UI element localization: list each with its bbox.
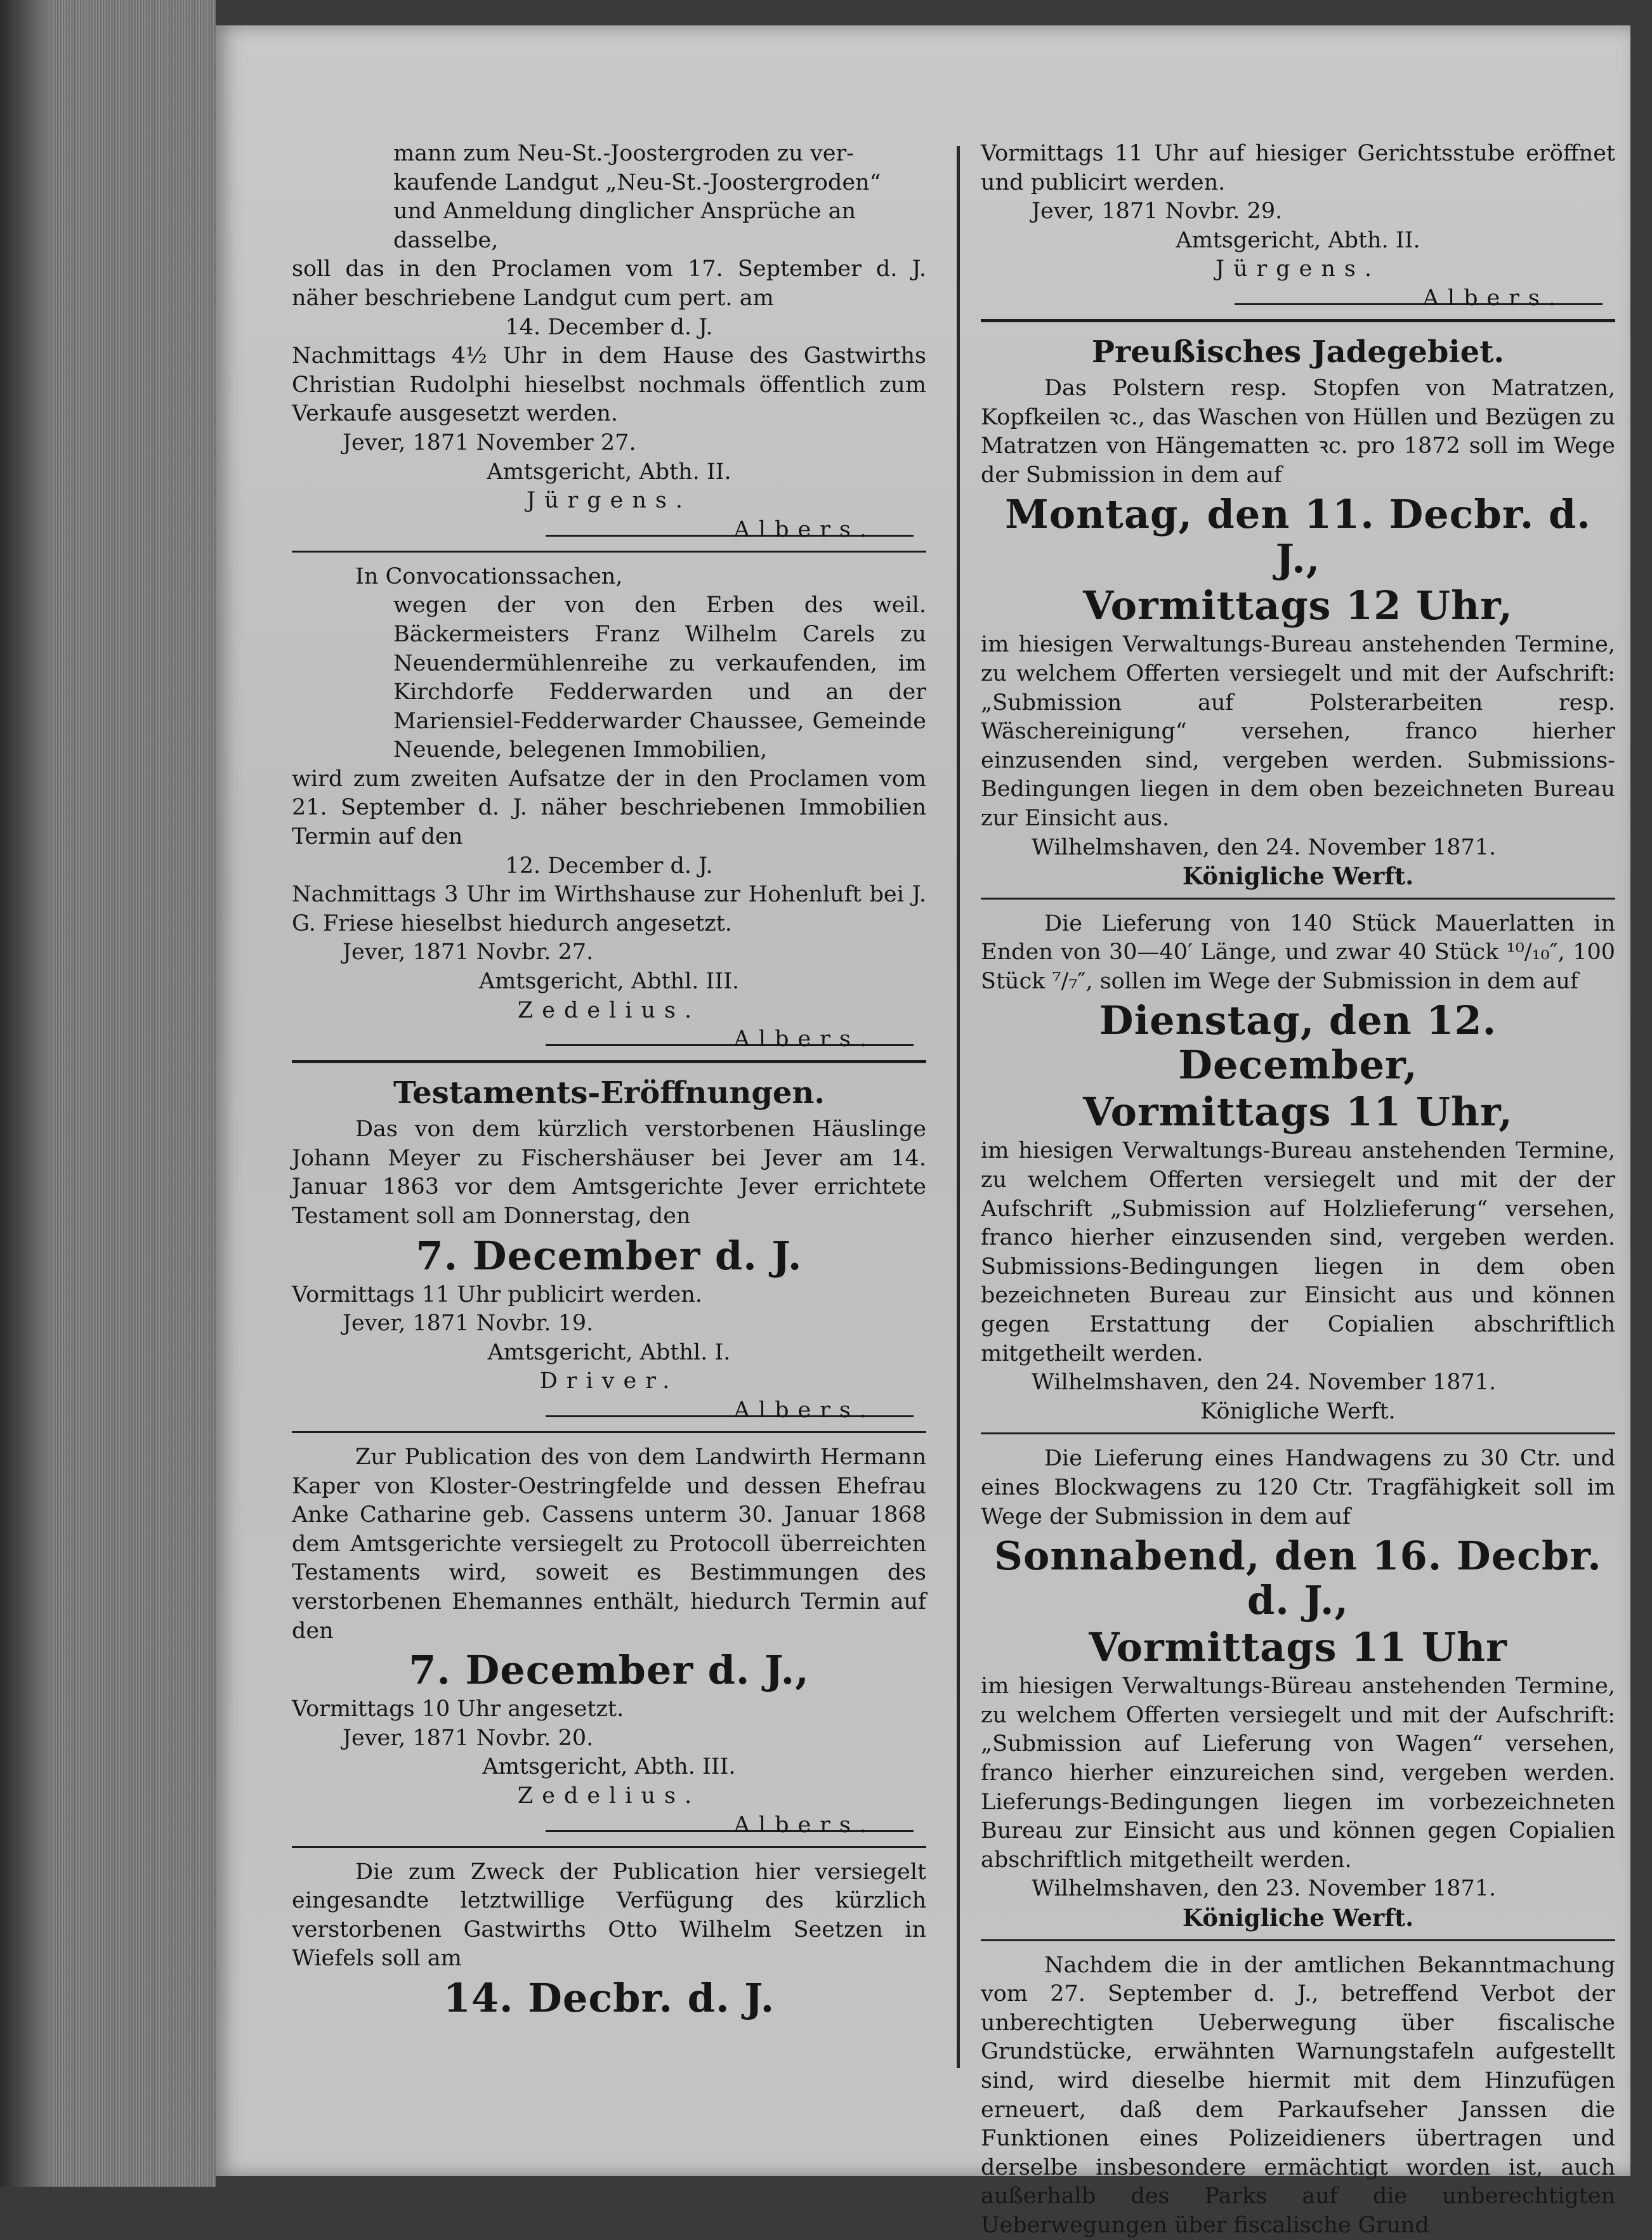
court-name: Amtsgericht, Abthl. III. <box>478 969 740 995</box>
notice-testament-kaper <box>292 1443 926 1840</box>
notice-time: Vormittags 11 Uhr <box>1089 1624 1507 1671</box>
place-date: Jever, 1871 Novbr. 27. <box>343 940 594 966</box>
section-separator <box>981 319 1615 322</box>
notice-wagen <box>981 1444 1615 1932</box>
notice-landgut-sale <box>292 140 926 544</box>
clerk-line <box>292 516 926 544</box>
notice-body: Die zum Zweck der Publication hier versiegelt eingesandte letztwillige Verfügung des kürzlich verstorbenen Gastwirths Otto Wilhelm Seetzen in Wiefels soll am <box>292 1859 926 1972</box>
notice-body-2: Vormittags 10 Uhr angesetzt. <box>292 1696 624 1722</box>
notice-warnungstafeln <box>981 1951 1615 2240</box>
clerk-line <box>292 1396 926 1425</box>
notice-body-2: im hiesigen Verwaltungs-Bureau anstehenden Termine, zu welchem Offerten versiegelt und mit der Aufschrift: „Submission auf Polsterarbeiten resp. Wäschereinigung“ versehen, franco hierher einzusenden sind, vergeben werden. Submissions-Bedingungen liegen in dem oben bezeichneten Bureau zur Einsicht aus. <box>981 632 1615 831</box>
notice-continuation <box>981 140 1615 313</box>
notice-body: Die Lieferung von 140 Stück Mauerlatten in Enden von 30—40′ Länge, und zwar 40 Stück ¹⁰/₁₀″, 100 Stück ⁷/₇″, sollen im Wege der Submission in dem auf <box>981 910 1615 994</box>
signer: Königliche Werft. <box>1182 862 1414 891</box>
notice-date: 14. December d. J. <box>505 314 713 340</box>
left-column <box>292 140 926 2023</box>
text-line: mann zum Neu-St.-Joostergroden zu ver- <box>393 141 855 166</box>
clerk-signature: Albers. <box>733 1026 875 1052</box>
notice-date: 7. December d. J. <box>416 1232 803 1279</box>
notice-body-2: Nachmittags 4½ Uhr in dem Hause des Gastwirths Christian Rudolphi hieselbst nochmals öffentlich zum Verkaufe ausgesetzt werden. <box>292 343 926 427</box>
notice-date: Dienstag, den 12. December, <box>1099 997 1497 1089</box>
notice-subject: wegen der von den Erben des weil. Bäckermeisters Franz Wilhelm Carels zu Neuendermühlenreihe zu verkaufenden, im Kirchdorfe Fedderwarden und an der Mariensiel-Fedderwarder Chaussee, Gemeinde Neuende, belegenen Immobilien, <box>393 593 926 763</box>
notice-body: Zur Publication des von dem Landwirth Hermann Kaper von Kloster-Oestringfelde und dessen Ehefrau Anke Catharine geb. Cassens unterm 30. Januar 1868 dem Amtsgerichte versiegelt zu Protocoll überreichten Testaments wird, soweit es Bestimmungen des verstorbenen Ehemannes enthält, hiedurch Termin auf den <box>292 1444 926 1644</box>
court-name: Amtsgericht, Abthl. I. <box>487 1339 731 1365</box>
notice-polsterarbeiten <box>981 374 1615 891</box>
place-date: Jever, 1871 Novbr. 20. <box>343 1725 594 1751</box>
clerk-line <box>292 1025 926 1054</box>
notice-time: Vormittags 12 Uhr, <box>1083 582 1513 629</box>
notice-separator <box>292 1431 926 1433</box>
clerk-signature: Albers. <box>1422 285 1564 311</box>
notice-body: Die Lieferung eines Handwagens zu 30 Ctr. und eines Blockwagens zu 120 Ctr. Tragfähigkeit soll im Wege der Submission in dem auf <box>981 1446 1615 1529</box>
court-name: Amtsgericht, Abth. III. <box>482 1754 736 1780</box>
right-column <box>981 140 1615 2240</box>
clerk-line <box>981 284 1615 313</box>
notice-date: 12. December d. J. <box>505 853 713 879</box>
text-line: dasselbe, <box>393 227 499 253</box>
notice-body: Das von dem kürzlich verstorbenen Häuslinge Johann Meyer zu Fischershäuser bei Jever am 14. Januar 1863 vor dem Amtsgerichte Jever errichtete Testament soll am Donnerstag, den <box>292 1117 926 1229</box>
notice-body-2: Nachmittags 3 Uhr im Wirthshause zur Hohenluft bei J. G. Friese hieselbst hiedurch angesetzt. <box>292 882 926 936</box>
book-page-edges <box>0 0 216 2187</box>
clerk-signature: Albers. <box>733 516 875 542</box>
judge-signature: Jürgens. <box>1215 256 1381 282</box>
notice-intro: In Convocationssachen, <box>355 563 623 589</box>
clerk-line <box>292 1811 926 1840</box>
notice-convocation <box>292 563 926 1054</box>
notice-body: wird zum zweiten Aufsatze der in den Proclamen vom 21. September d. J. näher beschriebenen Immobilien Termin auf den <box>292 766 926 850</box>
notice-separator <box>981 898 1615 900</box>
signer: Königliche Werft. <box>1200 1398 1396 1424</box>
notice-body: Nachdem die in der amtlichen Bekanntmachung vom 27. September d. J., betreffend Verbot der unberechtigten Ueberwegung über fiscalische Grundstücke, erwähnten Warnungstafeln aufgestellt sind, wird dieselbe hiermit mit dem Hinzufügen erneuert, daß dem Parkaufseher Janssen die Funktionen eines Polizeidieners übertragen und derselbe insbesondere ermächtigt worden ist, auch außerhalb des Parks auf die unberechtigten Ueberwegungen über fiscalische Grund <box>981 1952 1615 2238</box>
text-line: und Anmeldung dinglicher Ansprüche an <box>393 199 856 225</box>
notice-testament-seetzen <box>292 1858 926 2021</box>
notice-body: soll das in den Proclamen vom 17. September d. J. näher beschriebene Landgut cum pert. am <box>292 256 926 311</box>
notice-testament-meyer <box>292 1115 926 1425</box>
notice-date: 7. December d. J., <box>409 1647 810 1694</box>
notice-separator <box>981 1432 1615 1434</box>
judge-signature: Zedelius. <box>517 1783 701 1809</box>
court-name: Amtsgericht, Abth. II. <box>487 459 731 485</box>
signer: Königliche Werft. <box>1182 1903 1414 1932</box>
notice-separator <box>981 1939 1615 1941</box>
notice-body-2: im hiesigen Verwaltungs-Bureau anstehenden Termine, zu welchem Offerten versiegelt und mit der der Aufschrift „Submission auf Holzlieferung“ versehen, franco hierher einzusenden sind, vergeben werden. Submissions-Bedingungen liegen in dem oben bezeichneten Bureau zur Einsicht aus und können gegen Erstattung der Copialien abschriftlich mitgetheilt werden. <box>981 1138 1615 1366</box>
clerk-signature: Albers. <box>733 1397 875 1423</box>
court-name: Amtsgericht, Abth. II. <box>1176 227 1420 253</box>
place-date: Wilhelmshaven, den 24. November 1871. <box>1032 834 1497 860</box>
notice-body: Vormittags 11 Uhr auf hiesiger Gerichtsstube eröffnet und publicirt werden. <box>981 141 1615 195</box>
notice-date: Montag, den 11. Decbr. d. J., <box>1005 491 1591 582</box>
place-date: Jever, 1871 November 27. <box>343 429 636 455</box>
place-date: Wilhelmshaven, den 24. November 1871. <box>1032 1370 1497 1396</box>
section-separator <box>292 1060 926 1063</box>
notice-mauerlatten <box>981 910 1615 1427</box>
notice-body: Das Polstern resp. Stopfen von Matratzen, Kopfkeilen ꝛc., das Waschen von Hüllen und Bezügen zu Matratzen von Hängematten ꝛc. pro 1872 soll im Wege der Submission in dem auf <box>981 375 1615 488</box>
newspaper-page <box>216 25 1630 2238</box>
judge-signature: Driver. <box>539 1368 679 1394</box>
judge-signature: Zedelius. <box>517 997 701 1023</box>
notice-date: Sonnabend, den 16. Decbr. d. J., <box>994 1533 1602 1624</box>
text-line: kaufende Landgut „Neu-St.-Joostergroden“ <box>393 169 881 195</box>
notice-time: Vormittags 11 Uhr, <box>1083 1089 1513 1136</box>
place-date: Jever, 1871 Novbr. 29. <box>1032 199 1283 225</box>
notice-body-2: im hiesigen Verwaltungs-Büreau anstehenden Termine, zu welchem Offerten versiegelt und mit der Aufschrift: „Submission auf Lieferung von Wagen“ versehen, franco hierher einzureichen sind, vergeben werden. Lieferungs-Bedingungen liegen im vorbezeichneten Bureau zur Einsicht aus und können gegen Copialien abschriftlich mitgetheilt werden. <box>981 1673 1615 1873</box>
notice-body-2: Vormittags 11 Uhr publicirt werden. <box>292 1281 702 1307</box>
place-date: Wilhelmshaven, den 23. November 1871. <box>1032 1876 1497 1902</box>
section-heading: Preußisches Jadegebiet. <box>1091 334 1505 370</box>
notice-separator <box>292 1846 926 1848</box>
clerk-signature: Albers. <box>733 1812 875 1838</box>
column-divider <box>957 146 960 2068</box>
notice-date: 14. Decbr. d. J. <box>443 1974 775 2021</box>
section-heading: Testaments-Eröffnungen. <box>393 1075 825 1111</box>
judge-signature: Jürgens. <box>526 488 692 514</box>
notice-separator <box>292 551 926 553</box>
place-date: Jever, 1871 Novbr. 19. <box>343 1311 594 1337</box>
